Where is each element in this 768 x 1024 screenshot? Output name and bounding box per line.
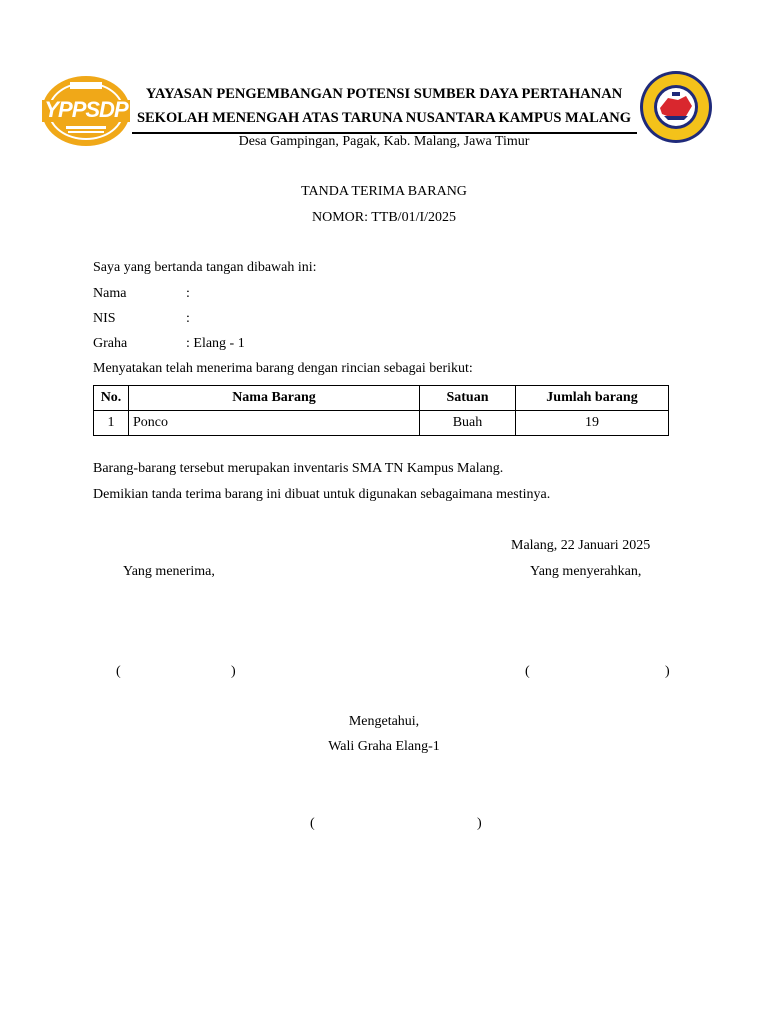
closing-inventory-text: Barang-barang tersebut merupakan inventaris SMA TN Kampus Malang. xyxy=(93,461,504,476)
foundation-name: YAYASAN PENGEMBANGAN POTENSI SUMBER DAYA PERTAHANAN xyxy=(145,86,623,102)
school-name: SEKOLAH MENENGAH ATAS TARUNA NUSANTARA KAMPUS MALANG xyxy=(136,110,632,126)
cell-item-name: Ponco xyxy=(129,411,420,436)
cell-quantity: 19 xyxy=(516,411,669,436)
foundation-logo xyxy=(40,74,132,148)
header-quantity: Jumlah barang xyxy=(516,386,669,411)
field-value-nama: : xyxy=(186,286,190,301)
field-label-nis: NIS xyxy=(93,311,116,326)
header-no: No. xyxy=(94,386,129,411)
cell-no: 1 xyxy=(94,411,129,436)
table-header-row xyxy=(94,386,669,411)
giver-label: Yang menyerahkan, xyxy=(530,564,642,579)
closing-purpose-text: Demikian tanda terima barang ini dibuat untuk digunakan sebagaimana mestinya. xyxy=(93,487,551,502)
acknowledger-name-close: ) xyxy=(477,816,482,831)
field-label-graha: Graha xyxy=(93,336,128,351)
giver-name-open: ( xyxy=(525,664,530,679)
place-date: Malang, 22 Januari 2025 xyxy=(511,538,651,553)
field-value-nis: : xyxy=(186,311,190,326)
intro-text: Saya yang bertanda tangan dibawah ini: xyxy=(93,260,317,275)
cell-unit: Buah xyxy=(420,411,516,436)
header-unit: Satuan xyxy=(420,386,516,411)
table-row xyxy=(94,411,669,436)
field-label-nama: Nama xyxy=(93,286,127,301)
document-number: NOMOR: TTB/01/I/2025 xyxy=(311,210,457,225)
giver-name-close: ) xyxy=(665,664,670,679)
items-table xyxy=(93,385,669,436)
receiver-name-open: ( xyxy=(116,664,121,679)
acknowledge-label: Mengetahui, xyxy=(348,714,420,729)
school-emblem xyxy=(638,70,714,144)
document-title: TANDA TERIMA BARANG xyxy=(301,184,467,199)
receiver-name-close: ) xyxy=(231,664,236,679)
statement-text: Menyatakan telah menerima barang dengan rincian sebagai berikut: xyxy=(93,361,473,376)
acknowledger-title: Wali Graha Elang-1 xyxy=(328,739,440,754)
foundation-logo-text: YPPSDP xyxy=(44,97,128,122)
acknowledger-name-open: ( xyxy=(310,816,315,831)
receiver-label: Yang menerima, xyxy=(123,564,215,579)
header-item-name: Nama Barang xyxy=(129,386,420,411)
school-address: Desa Gampingan, Pagak, Kab. Malang, Jawa Timur xyxy=(238,134,530,149)
field-value-graha: : Elang - 1 xyxy=(186,336,245,351)
